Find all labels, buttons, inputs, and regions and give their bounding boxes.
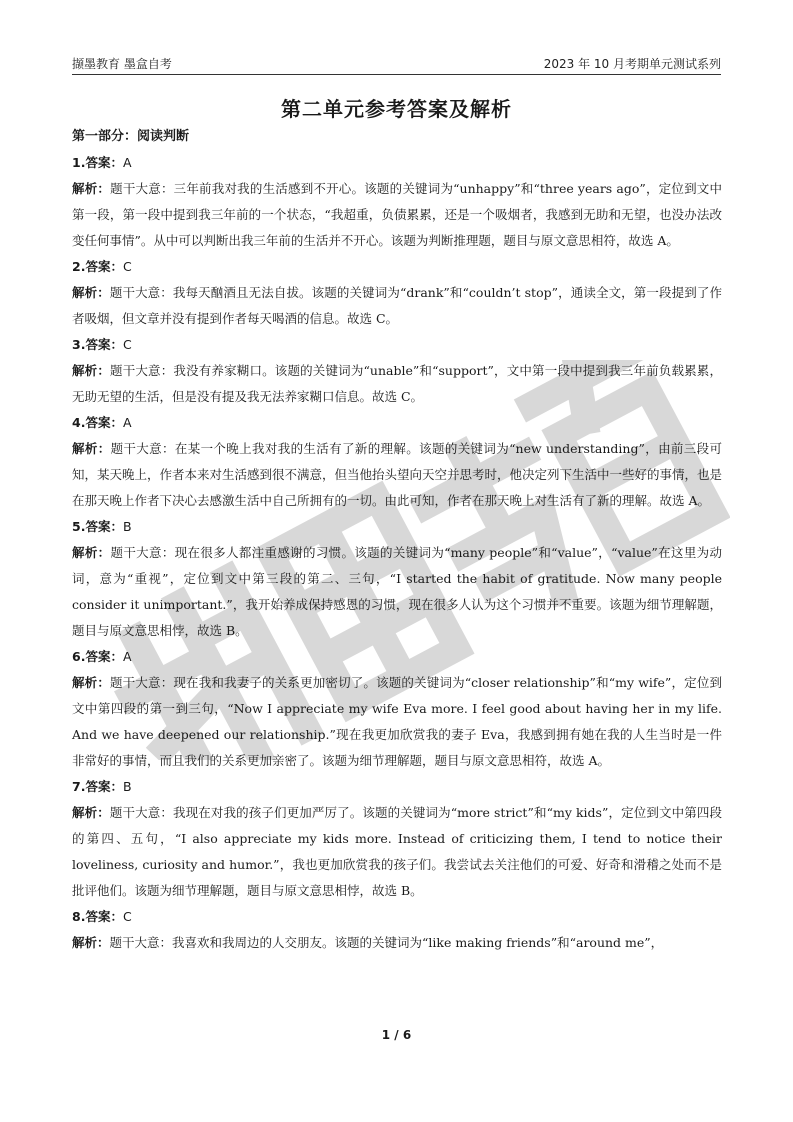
answer-line	[72, 774, 722, 800]
answer-value: C	[122, 337, 132, 352]
explanation-text: 题干大意：现在我和我妻子的关系更加密切了。该题的关键词为“closer relationship”和“my wife”，定位到文中第四段的第一到三句，“Now I appreciate my wife Eva more. I feel good about having her in my life. And we have deepened our relationship.”现在我更加欣赏我的妻子 Eva，我感到拥有她在我的人生当时是一件非常好的事情，而且我们的关系更加亲密了。该题为细节理解题，题目与原文意思相符，故选 A。	[72, 675, 722, 768]
explanation-text: 题干大意：在某一个晚上我对我的生活有了新的理解。该题的关键词为“new understanding”，由前三段可知，某天晚上，作者本来对生活感到很不满意，但当他抬头望向天空并思考时，他决定列下生活中一些好的事情，也是在那天晚上作者下决心去感激生活中自己所拥有的一切。由此可知，作者在那天晚上对生活有了新的理解。故选 A。	[72, 441, 723, 508]
explanation-label: 解析：	[72, 805, 110, 820]
answer-label: 答案：	[85, 649, 123, 664]
header-brand: 撷墨教育 墨盒自考	[72, 57, 172, 71]
answer-line	[72, 644, 722, 670]
explanation-text: 题干大意：我现在对我的孩子们更加严厉了。该题的关键词为“more strict”和“my kids”，定位到文中第四段的第四、五句，“I also appreciate my kids more. Instead of criticizing them, I tend to notice their loveliness, curiosity and humor.”，我也更加欣赏我的孩子们。我尝试去关注他们的可爱、好奇和滑稽之处而不是批评他们。该题为细节理解题，题目与原文意思相悖，故选 B。	[72, 805, 722, 898]
explanation-text: 题干大意：我每天酗酒且无法自拔。该题的关键词为“drank”和“couldn’t stop”，通读全文，第一段提到了作者吸烟，但文章并没有提到作者每天喝酒的信息。故选 C。	[72, 285, 722, 326]
answer-value: C	[122, 259, 132, 274]
answer-label: 答案：	[85, 155, 123, 170]
question-number: 4.	[72, 415, 86, 430]
explanation	[72, 540, 722, 644]
answer-value: A	[122, 155, 132, 170]
answer-label: 答案：	[85, 909, 123, 924]
section-heading: 第一部分：阅读判断	[72, 129, 190, 144]
answer-line	[72, 514, 722, 540]
question-number: 8.	[72, 909, 86, 924]
question-number: 5.	[72, 519, 86, 534]
explanation-text: 题干大意：三年前我对我的生活感到不开心。该题的关键词为“unhappy”和“three years ago”，定位到文中第一段，第一段中提到我三年前的一个状态，“我超重，负债累累，还是一个吸烟者，我感到无助和无望，也没办法改变任何事情”。从中可以判断出我三年前的生活并不开心。该题为判断推理题，题目与原文意思相符，故选 A。	[72, 181, 722, 248]
explanation-label: 解析：	[72, 181, 111, 196]
explanation-text: 题干大意：现在很多人都注重感谢的习惯。该题的关键词为“many people”和“value”，“value”在这里为动词，意为“重视”，定位到文中第三段的第二、三句，“I started the habit of gratitude. Now many people consider it unimportant.”，我开始养成保持感恩的习惯，现在很多人认为这个习惯并不重要。该题为细节理解题，题目与原文意思相悖，故选 B。	[72, 545, 722, 638]
question-number: 6.	[72, 649, 86, 664]
answer-line	[72, 904, 722, 930]
answer-value: A	[122, 415, 132, 430]
explanation	[72, 800, 722, 904]
explanation	[72, 436, 722, 514]
question-number: 7.	[72, 779, 86, 794]
answer-label: 答案：	[85, 259, 123, 274]
explanation-text: 题干大意：我没有养家糊口。该题的关键词为“unable”和“support”，文中第一段中提到我三年前负载累累，无助无望的生活，但是没有提及我无法养家糊口信息。故选 C。	[72, 363, 722, 404]
answer-value: A	[122, 649, 132, 664]
answer-label: 答案：	[85, 519, 123, 534]
explanation-label: 解析：	[72, 545, 111, 560]
answer-value: C	[122, 909, 132, 924]
explanation-label: 解析：	[72, 935, 110, 950]
answer-label: 答案：	[85, 779, 123, 794]
answer-line	[72, 254, 722, 280]
answer-line	[72, 150, 722, 176]
explanation	[72, 670, 722, 774]
answer-label: 答案：	[85, 415, 123, 430]
explanation	[72, 358, 722, 410]
explanation-label: 解析：	[72, 285, 110, 300]
answer-label: 答案：	[85, 337, 123, 352]
header-series: 2023 年 10 月考期单元测试系列	[543, 57, 721, 71]
explanation	[72, 930, 722, 956]
header-divider	[72, 74, 721, 75]
explanation-label: 解析：	[72, 675, 111, 690]
explanation	[72, 176, 722, 254]
question-number: 3.	[72, 337, 86, 352]
page-header	[72, 55, 721, 73]
answer-content	[72, 124, 722, 956]
answer-value: B	[122, 779, 132, 794]
answer-value: B	[122, 519, 132, 534]
page-number: 1 / 6	[381, 1028, 412, 1042]
answer-line	[72, 410, 722, 436]
explanation	[72, 280, 722, 332]
question-number: 1.	[72, 155, 86, 170]
explanation-label: 解析：	[72, 363, 111, 378]
explanation-text: 题干大意：我喜欢和我周边的人交朋友。该题的关键词为“like making friends”和“around me”，	[109, 935, 664, 950]
explanation-label: 解析：	[72, 441, 111, 456]
page-title: 第二单元参考答案及解析	[281, 97, 512, 121]
question-number: 2.	[72, 259, 86, 274]
answer-line	[72, 332, 722, 358]
